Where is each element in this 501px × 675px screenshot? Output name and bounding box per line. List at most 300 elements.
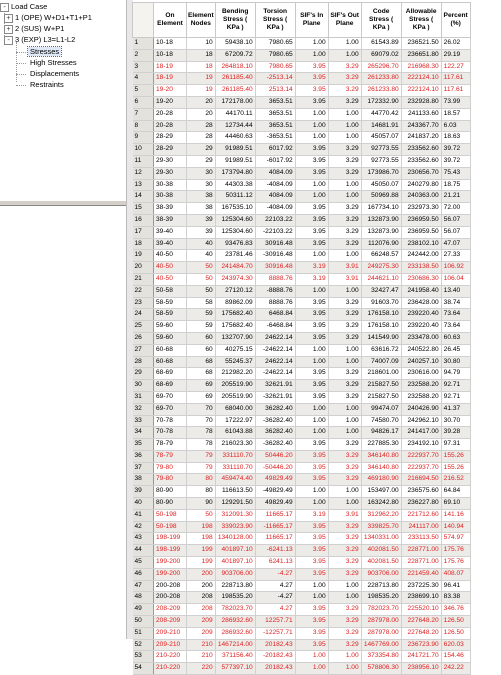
table-cell[interactable]: 240522.80 (401, 344, 441, 356)
table-cell[interactable]: 3.95 (295, 380, 328, 392)
column-header[interactable]: Element Nodes (187, 3, 216, 38)
table-cell[interactable]: 233478.00 (401, 332, 441, 344)
table-cell[interactable]: -6017.92 (255, 155, 295, 167)
tree-case-3[interactable] (4, 35, 75, 45)
table-cell[interactable]: 99474.07 (361, 403, 401, 415)
table-cell[interactable]: 1340128.00 (215, 533, 255, 545)
table-cell[interactable]: 230656.70 (401, 167, 441, 179)
row-number-cell[interactable]: 9 (133, 132, 154, 144)
table-cell[interactable]: 212982.20 (215, 368, 255, 380)
table-cell[interactable]: 175.76 (441, 545, 470, 557)
table-cell[interactable]: 228713.80 (361, 580, 401, 592)
table-cell[interactable]: 172332.90 (361, 96, 401, 108)
table-cell[interactable]: 30916.48 (255, 238, 295, 250)
table-cell[interactable]: 141.16 (441, 509, 470, 521)
table-row[interactable] (133, 273, 471, 285)
row-number-cell[interactable]: 47 (133, 580, 154, 592)
table-cell[interactable]: 92773.55 (361, 144, 401, 156)
table-cell[interactable]: 163242.80 (361, 498, 401, 510)
table-cell[interactable]: 12257.71 (255, 616, 295, 628)
table-cell[interactable]: 1.00 (328, 415, 361, 427)
table-cell[interactable]: 3.29 (328, 309, 361, 321)
table-cell[interactable]: 3.29 (328, 214, 361, 226)
table-cell[interactable]: 72.00 (441, 203, 470, 215)
table-cell[interactable]: 2513.14 (255, 85, 295, 97)
table-cell[interactable]: 6017.92 (255, 144, 295, 156)
table-cell[interactable]: 903706.00 (215, 568, 255, 580)
tree-item-displacements[interactable] (30, 69, 79, 79)
table-cell[interactable]: 1.00 (295, 427, 328, 439)
table-cell[interactable]: 83.38 (441, 592, 470, 604)
table-cell[interactable]: 39.72 (441, 155, 470, 167)
table-cell[interactable]: 69.10 (441, 498, 470, 510)
table-cell[interactable]: 241958.40 (401, 285, 441, 297)
table-cell[interactable]: 408.07 (441, 568, 470, 580)
row-number-cell[interactable]: 14 (133, 191, 154, 203)
table-row[interactable] (133, 203, 471, 215)
table-cell[interactable]: 261233.80 (361, 85, 401, 97)
table-row[interactable] (133, 85, 471, 97)
table-cell[interactable]: 209 (187, 616, 216, 628)
row-number-cell[interactable]: 35 (133, 439, 154, 451)
table-cell[interactable]: 3.95 (295, 73, 328, 85)
table-cell[interactable]: 40275.15 (215, 344, 255, 356)
table-cell[interactable]: 3.95 (295, 155, 328, 167)
table-cell[interactable]: 68-69 (154, 368, 187, 380)
table-cell[interactable]: 903706.00 (361, 568, 401, 580)
table-cell[interactable]: 469180.90 (361, 474, 401, 486)
table-cell[interactable]: 227885.30 (361, 439, 401, 451)
table-cell[interactable]: 331110.70 (215, 462, 255, 474)
table-cell[interactable]: 209 (187, 627, 216, 639)
row-number-cell[interactable]: 18 (133, 238, 154, 250)
table-cell[interactable]: 1.00 (295, 344, 328, 356)
table-cell[interactable]: 236959.50 (401, 226, 441, 238)
table-row[interactable] (133, 96, 471, 108)
table-cell[interactable]: 3.95 (295, 450, 328, 462)
table-cell[interactable]: 8888.76 (255, 297, 295, 309)
table-cell[interactable]: 3.29 (328, 85, 361, 97)
table-cell[interactable]: 4084.09 (255, 191, 295, 203)
table-row[interactable] (133, 568, 471, 580)
table-cell[interactable]: 236575.60 (401, 486, 441, 498)
table-cell[interactable]: 80-90 (154, 486, 187, 498)
table-cell[interactable]: 3.29 (328, 627, 361, 639)
table-cell[interactable]: 50 (187, 273, 216, 285)
table-cell[interactable]: 60 (187, 344, 216, 356)
table-row[interactable] (133, 616, 471, 628)
row-number-cell[interactable]: 52 (133, 639, 154, 651)
table-cell[interactable]: 3.29 (328, 616, 361, 628)
table-cell[interactable]: 261185.40 (215, 73, 255, 85)
table-cell[interactable]: 59-60 (154, 321, 187, 333)
row-number-cell[interactable]: 48 (133, 592, 154, 604)
table-cell[interactable]: 233562.60 (401, 155, 441, 167)
row-number-cell[interactable]: 39 (133, 486, 154, 498)
tree-case-2[interactable] (4, 24, 64, 34)
table-row[interactable] (133, 368, 471, 380)
table-cell[interactable]: 228771.00 (401, 545, 441, 557)
table-cell[interactable]: 20 (187, 108, 216, 120)
row-number-cell[interactable]: 8 (133, 120, 154, 132)
table-cell[interactable]: 69 (187, 380, 216, 392)
table-cell[interactable]: 782023.70 (215, 604, 255, 616)
table-cell[interactable]: 106.04 (441, 273, 470, 285)
table-row[interactable] (133, 144, 471, 156)
table-cell[interactable]: 44170.11 (215, 108, 255, 120)
table-cell[interactable]: 3.95 (295, 144, 328, 156)
table-cell[interactable]: 155.26 (441, 462, 470, 474)
table-cell[interactable]: 1.00 (295, 663, 328, 675)
table-cell[interactable]: 287978.00 (361, 627, 401, 639)
table-cell[interactable]: 239220.40 (401, 321, 441, 333)
table-cell[interactable]: 59438.10 (215, 38, 255, 50)
table-cell[interactable]: 218601.00 (361, 368, 401, 380)
table-cell[interactable]: 97.31 (441, 439, 470, 451)
table-cell[interactable]: 200 (187, 568, 216, 580)
table-cell[interactable]: 29 (187, 144, 216, 156)
table-cell[interactable]: 29-30 (154, 167, 187, 179)
table-cell[interactable]: 50969.88 (361, 191, 401, 203)
table-cell[interactable]: 64.84 (441, 486, 470, 498)
table-cell[interactable]: 3.29 (328, 226, 361, 238)
table-cell[interactable]: 199-200 (154, 568, 187, 580)
table-cell[interactable]: 74007.09 (361, 356, 401, 368)
table-row[interactable] (133, 191, 471, 203)
table-cell[interactable]: 1.00 (328, 49, 361, 61)
row-number-cell[interactable]: 53 (133, 651, 154, 663)
table-cell[interactable]: 3.29 (328, 144, 361, 156)
table-cell[interactable]: 94826.17 (361, 427, 401, 439)
row-number-cell[interactable]: 22 (133, 285, 154, 297)
table-cell[interactable]: 3.95 (295, 238, 328, 250)
table-cell[interactable]: 56.07 (441, 226, 470, 238)
table-cell[interactable]: 232588.20 (401, 380, 441, 392)
table-cell[interactable]: 286932.60 (215, 616, 255, 628)
table-cell[interactable]: 49829.49 (255, 474, 295, 486)
table-cell[interactable]: 1467769.00 (361, 639, 401, 651)
tree-item-high-stresses[interactable] (30, 58, 77, 68)
table-row[interactable] (133, 592, 471, 604)
table-cell[interactable]: 91989.51 (215, 144, 255, 156)
table-cell[interactable]: 18.63 (441, 132, 470, 144)
table-cell[interactable]: 241721.70 (401, 651, 441, 663)
table-cell[interactable]: 18 (187, 49, 216, 61)
table-row[interactable] (133, 262, 471, 274)
table-cell[interactable]: 1.00 (328, 592, 361, 604)
table-cell[interactable]: 373354.80 (361, 651, 401, 663)
table-row[interactable] (133, 604, 471, 616)
table-cell[interactable]: 56.07 (441, 214, 470, 226)
table-cell[interactable]: 312962.20 (361, 509, 401, 521)
table-cell[interactable]: 402081.50 (361, 557, 401, 569)
table-cell[interactable]: 59 (187, 321, 216, 333)
table-cell[interactable]: 39 (187, 214, 216, 226)
table-cell[interactable]: 12734.44 (215, 120, 255, 132)
table-cell[interactable]: 3.29 (328, 332, 361, 344)
table-cell[interactable]: 240279.80 (401, 179, 441, 191)
table-cell[interactable]: 1.00 (295, 108, 328, 120)
table-cell[interactable]: 232928.80 (401, 96, 441, 108)
table-cell[interactable]: 13.40 (441, 285, 470, 297)
table-cell[interactable]: 578806.30 (361, 663, 401, 675)
row-number-cell[interactable]: 33 (133, 415, 154, 427)
table-cell[interactable]: 3.95 (295, 521, 328, 533)
table-cell[interactable]: 1.00 (295, 285, 328, 297)
table-cell[interactable]: 241837.20 (401, 132, 441, 144)
collapse-icon[interactable]: - (0, 3, 9, 12)
table-cell[interactable]: 221459.40 (401, 568, 441, 580)
table-cell[interactable]: 18-19 (154, 61, 187, 73)
table-cell[interactable]: 1.00 (295, 498, 328, 510)
table-cell[interactable]: 69 (187, 391, 216, 403)
table-cell[interactable]: 11665.17 (255, 509, 295, 521)
table-cell[interactable]: 22103.22 (255, 214, 295, 226)
table-cell[interactable]: 3.29 (328, 203, 361, 215)
row-number-cell[interactable]: 15 (133, 203, 154, 215)
table-cell[interactable]: 1.00 (328, 108, 361, 120)
table-cell[interactable]: 1.00 (295, 250, 328, 262)
tree-root-load-case[interactable] (0, 2, 47, 12)
row-number-cell[interactable]: 34 (133, 427, 154, 439)
table-cell[interactable]: 264818.10 (215, 61, 255, 73)
table-cell[interactable]: 38 (187, 191, 216, 203)
row-number-cell[interactable]: 31 (133, 391, 154, 403)
table-cell[interactable]: 176158.10 (361, 309, 401, 321)
table-cell[interactable]: 236723.90 (401, 639, 441, 651)
row-number-cell[interactable]: 37 (133, 462, 154, 474)
table-cell[interactable]: 19-20 (154, 85, 187, 97)
row-number-cell[interactable]: 21 (133, 273, 154, 285)
table-cell[interactable]: 3.29 (328, 368, 361, 380)
row-number-cell[interactable]: 32 (133, 403, 154, 415)
table-row[interactable] (133, 49, 471, 61)
table-cell[interactable]: 3.95 (295, 368, 328, 380)
table-cell[interactable]: 238699.10 (401, 592, 441, 604)
table-cell[interactable]: 346140.80 (361, 462, 401, 474)
table-cell[interactable]: 20182.43 (255, 663, 295, 675)
table-cell[interactable]: -6468.84 (255, 321, 295, 333)
table-cell[interactable]: 14681.91 (361, 120, 401, 132)
table-cell[interactable]: 153497.00 (361, 486, 401, 498)
table-cell[interactable]: 459474.40 (215, 474, 255, 486)
table-cell[interactable]: 3.29 (328, 96, 361, 108)
table-cell[interactable]: 3.95 (295, 639, 328, 651)
table-cell[interactable]: 3653.51 (255, 108, 295, 120)
table-cell[interactable]: 19 (187, 85, 216, 97)
table-cell[interactable]: 92773.55 (361, 155, 401, 167)
row-number-cell[interactable]: 51 (133, 627, 154, 639)
table-cell[interactable]: 331110.70 (215, 450, 255, 462)
table-cell[interactable]: 79-80 (154, 462, 187, 474)
table-row[interactable] (133, 498, 471, 510)
table-cell[interactable]: 49829.49 (255, 498, 295, 510)
table-cell[interactable]: 47.07 (441, 238, 470, 250)
table-cell[interactable]: 3.29 (328, 167, 361, 179)
table-cell[interactable]: 401897.10 (215, 545, 255, 557)
table-cell[interactable]: 225520.10 (401, 604, 441, 616)
table-cell[interactable]: 6468.84 (255, 309, 295, 321)
table-cell[interactable]: 233113.50 (401, 533, 441, 545)
table-cell[interactable]: 173794.80 (215, 167, 255, 179)
table-cell[interactable]: 11665.17 (255, 533, 295, 545)
table-cell[interactable]: -8888.76 (255, 285, 295, 297)
table-cell[interactable]: 40-50 (154, 250, 187, 262)
table-cell[interactable]: 79-80 (154, 474, 187, 486)
row-number-cell[interactable]: 19 (133, 250, 154, 262)
table-cell[interactable]: 208-209 (154, 616, 187, 628)
table-cell[interactable]: 215827.50 (361, 391, 401, 403)
table-cell[interactable]: 175682.40 (215, 309, 255, 321)
row-number-cell[interactable]: 1 (133, 38, 154, 50)
table-cell[interactable]: 10 (187, 38, 216, 50)
table-cell[interactable]: 7980.65 (255, 38, 295, 50)
table-row[interactable] (133, 108, 471, 120)
table-cell[interactable]: 240363.00 (401, 191, 441, 203)
table-row[interactable] (133, 226, 471, 238)
table-cell[interactable]: 3.95 (295, 226, 328, 238)
table-cell[interactable]: 243974.30 (215, 273, 255, 285)
table-cell[interactable]: -4084.09 (255, 203, 295, 215)
table-cell[interactable]: 50446.20 (255, 450, 295, 462)
table-row[interactable] (133, 521, 471, 533)
table-cell[interactable]: 20182.43 (255, 639, 295, 651)
table-cell[interactable]: 30 (187, 179, 216, 191)
table-cell[interactable]: 227648.20 (401, 627, 441, 639)
table-cell[interactable]: 126.50 (441, 616, 470, 628)
table-cell[interactable]: 234192.10 (401, 439, 441, 451)
table-cell[interactable]: 3.29 (328, 297, 361, 309)
column-header[interactable]: On Element (154, 3, 187, 38)
table-cell[interactable]: 3.95 (295, 203, 328, 215)
row-number-cell[interactable]: 23 (133, 297, 154, 309)
table-cell[interactable]: 18-19 (154, 73, 187, 85)
table-cell[interactable]: 230686.30 (401, 273, 441, 285)
table-cell[interactable]: 312091.30 (215, 509, 255, 521)
table-cell[interactable]: 1.00 (328, 651, 361, 663)
table-cell[interactable]: 1.00 (328, 344, 361, 356)
table-cell[interactable]: 241133.60 (401, 108, 441, 120)
table-cell[interactable]: 154.46 (441, 651, 470, 663)
table-cell[interactable]: 18.75 (441, 179, 470, 191)
table-cell[interactable]: 208 (187, 604, 216, 616)
table-cell[interactable]: 73.64 (441, 309, 470, 321)
table-cell[interactable]: 141549.90 (361, 332, 401, 344)
table-row[interactable] (133, 663, 471, 675)
table-cell[interactable]: 3.29 (328, 568, 361, 580)
table-cell[interactable]: 1.00 (295, 38, 328, 50)
table-cell[interactable]: 117.61 (441, 73, 470, 85)
row-number-cell[interactable]: 49 (133, 604, 154, 616)
table-cell[interactable]: 216968.30 (401, 61, 441, 73)
table-cell[interactable]: 4084.09 (255, 167, 295, 179)
table-row[interactable] (133, 73, 471, 85)
table-cell[interactable]: 8888.76 (255, 273, 295, 285)
table-cell[interactable]: 1.00 (295, 356, 328, 368)
table-cell[interactable]: 221712.60 (401, 509, 441, 521)
table-cell[interactable]: 3.29 (328, 545, 361, 557)
table-cell[interactable]: 90 (187, 498, 216, 510)
row-number-cell[interactable]: 42 (133, 521, 154, 533)
table-cell[interactable]: 3.95 (295, 557, 328, 569)
table-cell[interactable]: 1.00 (328, 250, 361, 262)
table-cell[interactable]: 200 (187, 580, 216, 592)
row-number-cell[interactable]: 4 (133, 73, 154, 85)
column-header[interactable]: Code Stress ( KPa ) (361, 3, 401, 38)
table-cell[interactable]: 80 (187, 474, 216, 486)
table-cell[interactable]: 1.00 (295, 592, 328, 604)
table-cell[interactable]: 73.99 (441, 96, 470, 108)
table-cell[interactable]: 40-50 (154, 273, 187, 285)
table-cell[interactable]: 68 (187, 356, 216, 368)
table-cell[interactable]: 236227.80 (401, 498, 441, 510)
table-row[interactable] (133, 427, 471, 439)
table-cell[interactable]: 3.95 (295, 474, 328, 486)
table-cell[interactable]: 39-40 (154, 238, 187, 250)
table-cell[interactable]: 59 (187, 309, 216, 321)
row-number-cell[interactable]: 41 (133, 509, 154, 521)
table-cell[interactable]: 236521.50 (401, 38, 441, 50)
table-cell[interactable]: 210-220 (154, 651, 187, 663)
table-cell[interactable]: 242.22 (441, 663, 470, 675)
table-cell[interactable]: 75.43 (441, 167, 470, 179)
table-cell[interactable]: 26.45 (441, 344, 470, 356)
table-cell[interactable]: -49829.49 (255, 486, 295, 498)
table-cell[interactable]: 60.63 (441, 332, 470, 344)
table-cell[interactable]: 125304.60 (215, 226, 255, 238)
table-cell[interactable]: 129291.50 (215, 498, 255, 510)
table-cell[interactable]: 209-210 (154, 627, 187, 639)
table-cell[interactable]: 92.71 (441, 391, 470, 403)
table-cell[interactable]: 4.27 (255, 580, 295, 592)
row-number-cell[interactable]: 46 (133, 568, 154, 580)
table-cell[interactable]: 50 (187, 285, 216, 297)
table-cell[interactable]: 208 (187, 592, 216, 604)
table-row[interactable] (133, 509, 471, 521)
table-cell[interactable]: 89862.09 (215, 297, 255, 309)
table-cell[interactable]: 44303.38 (215, 179, 255, 191)
table-cell[interactable]: 175682.40 (215, 321, 255, 333)
table-cell[interactable]: 782023.70 (361, 604, 401, 616)
table-cell[interactable]: 198 (187, 533, 216, 545)
table-row[interactable] (133, 403, 471, 415)
table-cell[interactable]: 3.95 (295, 297, 328, 309)
table-cell[interactable]: 230616.00 (401, 368, 441, 380)
table-cell[interactable]: -4.27 (255, 568, 295, 580)
table-cell[interactable]: 32427.47 (361, 285, 401, 297)
table-cell[interactable]: 69-70 (154, 391, 187, 403)
table-cell[interactable]: 237225.30 (401, 580, 441, 592)
table-cell[interactable]: 140.94 (441, 521, 470, 533)
table-cell[interactable]: 67209.72 (215, 49, 255, 61)
table-cell[interactable]: 3.29 (328, 462, 361, 474)
expand-icon[interactable]: + (4, 25, 13, 34)
table-row[interactable] (133, 332, 471, 344)
table-cell[interactable]: 286932.60 (215, 627, 255, 639)
table-cell[interactable]: 232588.20 (401, 391, 441, 403)
table-cell[interactable]: 91989.51 (215, 155, 255, 167)
table-cell[interactable]: 50-198 (154, 509, 187, 521)
table-cell[interactable]: -50446.20 (255, 462, 295, 474)
table-cell[interactable]: 32621.91 (255, 380, 295, 392)
table-cell[interactable]: 3.91 (328, 273, 361, 285)
table-cell[interactable]: 1340331.00 (361, 533, 401, 545)
table-cell[interactable]: 198535.20 (215, 592, 255, 604)
table-cell[interactable]: 242962.10 (401, 415, 441, 427)
table-cell[interactable]: 3.29 (328, 533, 361, 545)
table-cell[interactable]: 371156.40 (215, 651, 255, 663)
table-cell[interactable]: 227648.20 (401, 616, 441, 628)
